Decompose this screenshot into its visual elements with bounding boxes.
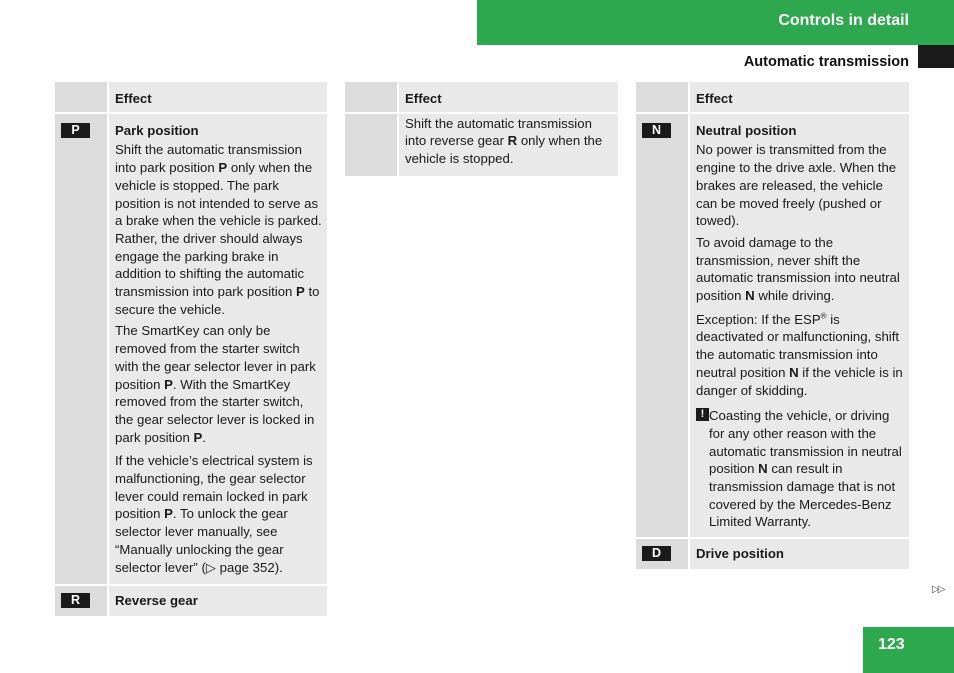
neutral-paragraph-2: To avoid damage to the transmission, never shift the automatic transmission into neutral position N while driving. bbox=[696, 234, 900, 304]
column-header-effect: Effect bbox=[398, 82, 618, 113]
chapter-marker-tab bbox=[918, 45, 954, 68]
row-title-reverse: Reverse gear bbox=[115, 593, 198, 609]
gear-table-park-reverse bbox=[55, 82, 327, 616]
column-header-effect: Effect bbox=[108, 82, 327, 113]
gear-key-n: N bbox=[642, 123, 671, 138]
gear-key-r: R bbox=[61, 593, 90, 608]
park-paragraph-1: Shift the automatic transmission into park position P only when the vehicle is stopped. The park position is not intended to serve as a brake when the vehicle is parked. Rather, the driver should always engage the parking brake in addition to shifting the automatic transmission into park position P to secure the vehicle. bbox=[115, 142, 322, 317]
table-row-neutral bbox=[636, 113, 909, 538]
gear-table-reverse-detail bbox=[345, 82, 618, 176]
continue-arrow-icon: ▷▷ bbox=[932, 584, 944, 595]
table-row-park bbox=[55, 113, 327, 586]
neutral-paragraph-1: No power is transmitted from the engine to the drive axle. When the brakes are released, the vehicle can be moved freely (pushed or towed). bbox=[696, 142, 897, 229]
page-number: 123 bbox=[863, 627, 954, 673]
warning-icon: ! bbox=[696, 408, 709, 421]
gear-key-p: P bbox=[61, 123, 90, 138]
table-row-drive bbox=[636, 538, 909, 569]
gear-table-neutral-drive bbox=[636, 82, 909, 569]
column-header-effect: Effect bbox=[689, 82, 909, 113]
neutral-paragraph-3: Exception: If the ESP® is deactivated or malfunctioning, shift the automatic transmission into neutral position N if the vehicle is in danger of skidding. bbox=[696, 311, 903, 398]
table-row-reverse-effect bbox=[345, 113, 618, 176]
chapter-title: Controls in detail bbox=[778, 12, 909, 29]
table-header-row bbox=[55, 82, 327, 113]
reverse-paragraph: Shift the automatic transmission into reverse gear R only when the vehicle is stopped. bbox=[405, 115, 603, 167]
table-row-reverse bbox=[55, 585, 327, 616]
table-header-row bbox=[636, 82, 909, 113]
row-title-drive: Drive position bbox=[696, 546, 784, 562]
row-title-park: Park position bbox=[115, 122, 199, 138]
section-title: Automatic transmission bbox=[743, 54, 909, 70]
gear-key-d: D bbox=[642, 546, 671, 561]
chapter-header-bar bbox=[477, 0, 954, 45]
row-title-neutral: Neutral position bbox=[696, 122, 797, 138]
page-reference-link[interactable]: ▷ page 352 bbox=[205, 559, 275, 575]
table-header-row bbox=[345, 82, 618, 113]
warning-note: ! Coasting the vehicle, or driving for any other reason with the automatic transmission in neutral position N can result in transmission damage that is not covered by the Mercedes-Benz Limited Warranty. bbox=[696, 407, 904, 531]
park-paragraph-2: The SmartKey can only be removed from the starter switch with the gear selector lever in park position P. With the SmartKey removed from the starter switch, the gear selector lever is locked in park position P. bbox=[115, 323, 316, 445]
park-paragraph-3: If the vehicle’s electrical system is malfunctioning, the gear selector lever could remain locked in park position P. To unlock the gear selector lever manually, see “Manually unlocking the gear selector lever” (▷ page 352). bbox=[115, 453, 313, 575]
